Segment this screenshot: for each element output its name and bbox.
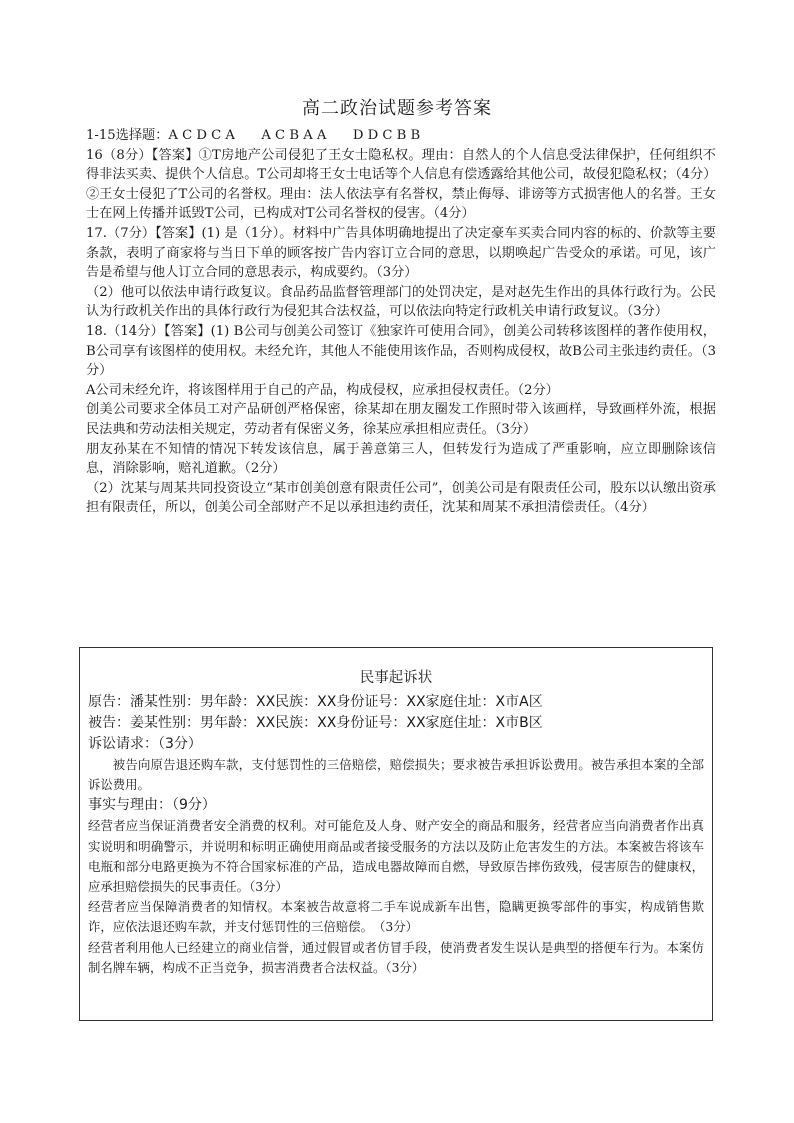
- claims-heading: 诉讼请求：（3分）: [88, 736, 202, 752]
- defendant-line: 被告：姜某性别：男年龄：XX民族：XX身份证号：XX家庭住址：X市B区: [88, 715, 543, 731]
- q18-answer-part2: A公司未经允许，将该图样用于自己的产品，构成侵权，应承担侵权责任。（2分）: [86, 382, 559, 398]
- answer-section: [86, 126, 716, 518]
- q16-answer-part1: 16（8分）【答案】①T房地产公司侵犯了王女士隐私权。理由：自然人的个人信息受法律保护，任何组织不得非法买卖、提供个人信息。T公司却将王女士电话等个人信息有偿透露给其他公司，故侵犯隐私权；（4分）: [86, 147, 717, 183]
- q18-answer-part1: 18.（14分）【答案】(1) B公司与创美公司签订《独家许可使用合同》，创美公司转移该图样的著作使用权，B公司享有该图样的使用权。未经允许，其他人不能使用该作品，否则构成侵权，故B公司主张违约责任。（3分）: [86, 323, 716, 379]
- q18-answer-part5: （2）沈某与周某共同投资设立“某市创美创意有限责任公司”，创美公司是有限责任公司，股东以认缴出资承担有限责任，所以，创美公司全部财产不足以承担违约责任，沈某和周某不承担清偿责任。（4分）: [86, 480, 716, 516]
- q17-answer-part1: 17.（7分）【答案】(1) 是（1分）。材料中广告具体明确地提出了决定豪车买卖合同内容的标的、价款等主要条款，表明了商家将与当日下单的顾客按广告内容订立合同的意思，以期唤起广告受众的承诺。可见，该广告是希望与他人订立合同的意思表示，构成要约。（3分）: [86, 225, 716, 281]
- page-title: 高二政治试题参考答案: [302, 98, 492, 119]
- q16-answer-part2: ②王女士侵犯了T公司的名誉权。理由：法人依法享有名誉权，禁止侮辱、诽谤等方式损害他人的名誉。王女士在网上传播并诋毁T公司，已构成对T公司名誉权的侵害。（4分）: [86, 186, 716, 222]
- claims-text: 被告向原告退还购车款，支付惩罚性的三倍赔偿，赔偿损失；要求被告承担诉讼费用。被告承担本案的全部诉讼费用。: [88, 757, 704, 793]
- q18-answer-part3: 创美公司要求全体员工对产品研创严格保密，徐某却在朋友圈发工作照时带入该画样，导致画样外流，根据民法典和劳动法相关规定，劳动者有保密义务，徐某应承担相应责任。（3分）: [86, 402, 716, 437]
- complaint-box: [79, 647, 713, 1021]
- facts-heading: 事实与理由：（9分）: [88, 797, 216, 814]
- q18-answer-part4: 朋友孙某在不知情的情况下转发该信息，属于善意第三人，但转发行为造成了严重影响，应立即删除该信息，消除影响，赔礼道歉。（2分）: [86, 441, 716, 477]
- complaint-title: 民事起诉状: [359, 670, 433, 686]
- facts-paragraph-2: 经营者应当保障消费者的知情权。本案被告故意将二手车说成新车出售，隐瞒更换零部件的事实，构成销售欺诈，应依法退还购车款，并支付惩罚性的三倍赔偿。 （3分）: [88, 899, 704, 935]
- choice-answers: 1-15选择题：A C D C A A C B A A D D C B B: [86, 128, 421, 143]
- q17-answer-part2: （2）他可以依法申请行政复议。食品药品监督管理部门的处罚决定，是对赵先生作出的具体行政行为。公民认为行政机关作出的具体行政行为侵犯其合法权益，可以依法向特定行政机关申请行政复议。（3分）: [86, 284, 716, 320]
- facts-paragraph-1: 经营者应当保证消费者安全消费的权利。对可能危及人身、财产安全的商品和服务，经营者应当向消费者作出真实说明和明确警示，并说明和标明正确使用商品或者接受服务的方法以及防止危害发生的方法。本案被告将该车电瓶和部分电路更换为不符合国家标准的产品，造成电器故障而自燃，导致原告摔伤致残，侵害原告的健康权，应承担赔偿损失的民事责任。（3分）: [88, 818, 704, 895]
- facts-paragraph-3: 经营者利用他人已经建立的商业信誉，通过假冒或者仿冒手段，使消费者发生误认是典型的搭便车行为。本案仿制名牌车辆，构成不正当竞争，损害消费者合法权益。（3分）: [88, 939, 704, 975]
- plaintiff-line: 原告：潘某性别：男年龄：XX民族：XX身份证号：XX家庭住址：X市A区: [88, 694, 543, 710]
